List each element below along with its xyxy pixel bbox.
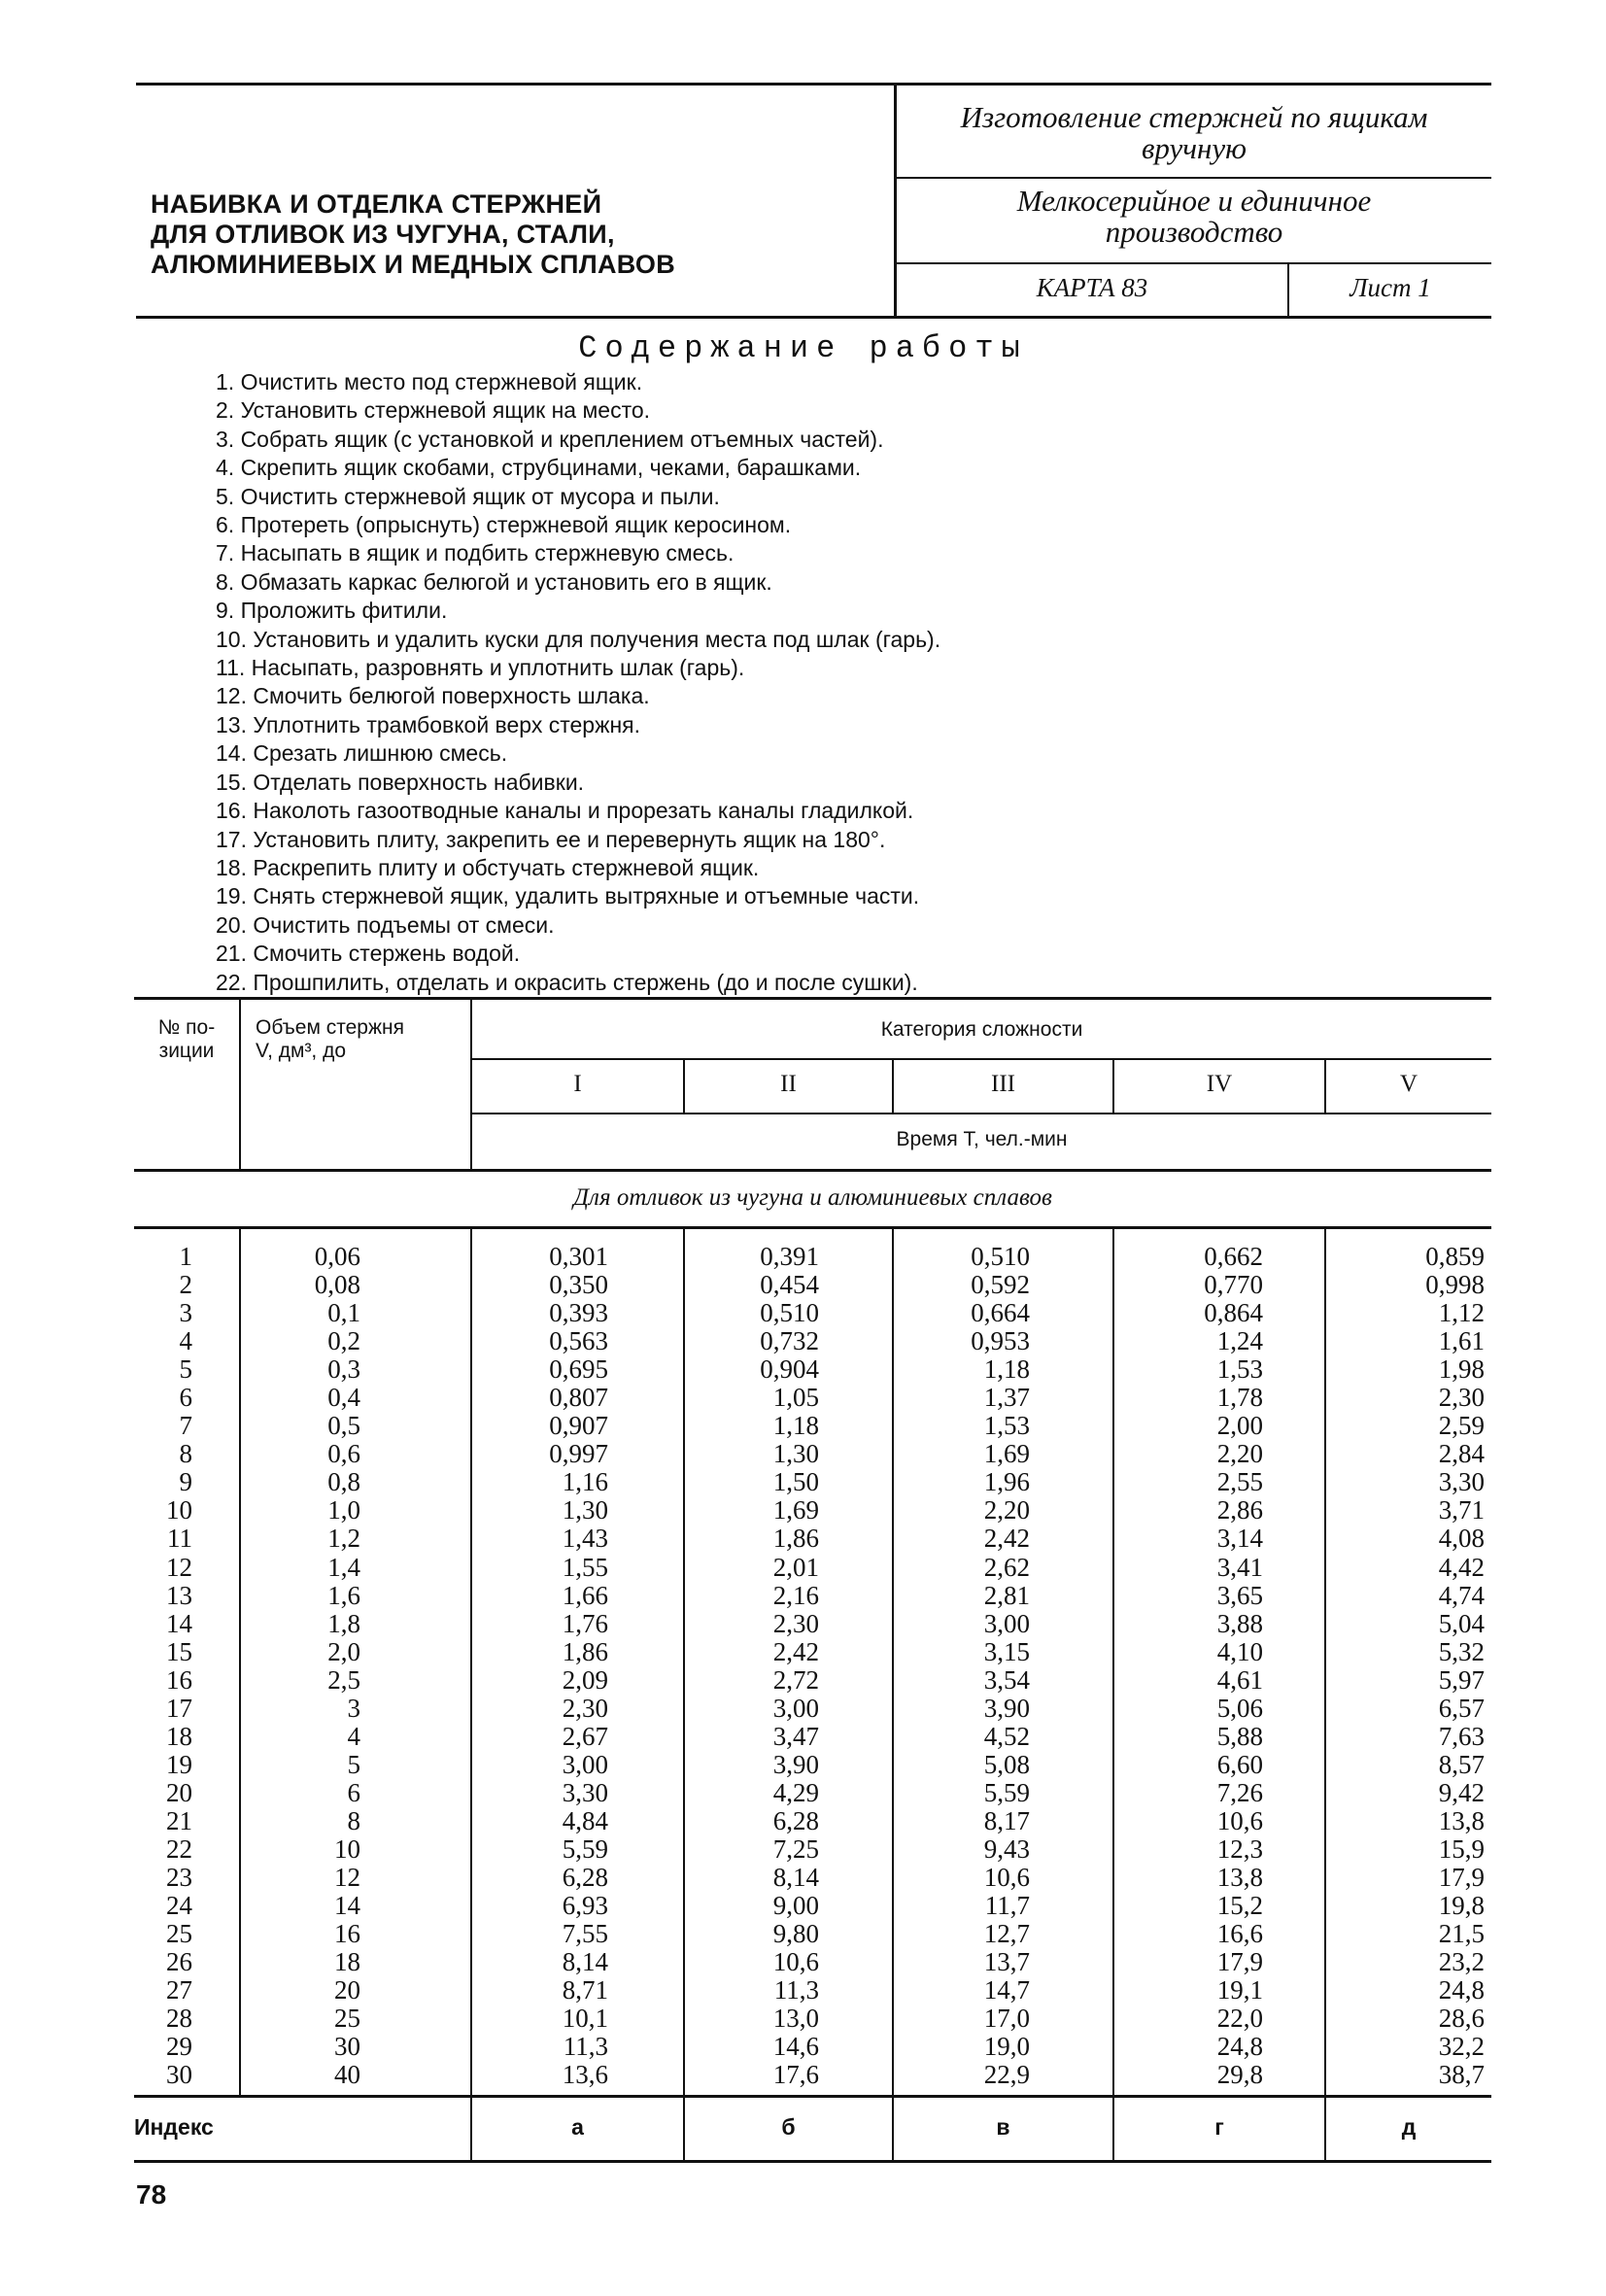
volume-cell: 12 bbox=[334, 1863, 360, 1893]
time-cell: 12,3 bbox=[1216, 1833, 1263, 1864]
time-cell: 3,88 bbox=[1216, 1608, 1263, 1638]
volume-cell: 2,0 bbox=[327, 1636, 360, 1666]
time-cell: 22,9 bbox=[983, 2060, 1030, 2090]
work-contents-title: Содержание работы bbox=[578, 330, 1028, 366]
position-cell: 3 bbox=[179, 1298, 192, 1328]
position-cell: 5 bbox=[179, 1354, 192, 1385]
card-header bbox=[136, 83, 1491, 318]
time-cell: 12,7 bbox=[983, 1919, 1030, 1949]
position-cell: 25 bbox=[166, 1919, 192, 1949]
time-cell: 5,08 bbox=[983, 1749, 1030, 1779]
time-cell: 22,0 bbox=[1216, 2004, 1263, 2034]
category-III: III bbox=[991, 1071, 1015, 1097]
position-cell: 17 bbox=[166, 1693, 192, 1723]
time-cell: 1,30 bbox=[562, 1495, 608, 1525]
position-cell: 16 bbox=[166, 1664, 192, 1695]
time-cell: 23,2 bbox=[1438, 1947, 1485, 1977]
time-cell: 0,350 bbox=[549, 1270, 608, 1300]
title-line: НАБИВКА И ОТДЕЛКА СТЕРЖНЕЙ bbox=[151, 189, 602, 219]
position-cell: 14 bbox=[166, 1608, 192, 1638]
time-cell: 17,6 bbox=[772, 2060, 819, 2090]
category-II: II bbox=[780, 1071, 797, 1097]
time-cell: 0,807 bbox=[549, 1383, 608, 1413]
time-cell: 5,59 bbox=[983, 1777, 1030, 1807]
norms-table bbox=[134, 997, 1491, 2163]
position-cell: 2 bbox=[179, 1270, 192, 1300]
volume-cell: 8 bbox=[347, 1805, 360, 1835]
volume-cell: 0,4 bbox=[327, 1383, 360, 1413]
work-step: 11. Насыпать, разровнять и уплотнить шлак (гарь). bbox=[216, 655, 745, 681]
table-rule bbox=[472, 1113, 1491, 1114]
volume-cell: 0,08 bbox=[314, 1270, 360, 1300]
time-cell: 1,66 bbox=[562, 1580, 608, 1610]
volume-cell: 2,5 bbox=[327, 1664, 360, 1695]
time-cell: 11,3 bbox=[563, 2032, 608, 2062]
time-cell: 9,42 bbox=[1438, 1777, 1485, 1807]
time-cell: 3,41 bbox=[1216, 1552, 1263, 1582]
time-cell: 16,6 bbox=[1216, 1919, 1263, 1949]
time-cell: 2,09 bbox=[562, 1664, 608, 1695]
production-line: Мелкосерийное и единичное bbox=[1016, 184, 1372, 218]
time-cell: 19,8 bbox=[1438, 1891, 1485, 1921]
time-cell: 1,86 bbox=[772, 1524, 819, 1554]
time-cell: 13,8 bbox=[1438, 1805, 1485, 1835]
time-cell: 2,84 bbox=[1438, 1439, 1485, 1469]
volume-cell: 1,4 bbox=[327, 1552, 360, 1582]
time-cell: 2,86 bbox=[1216, 1495, 1263, 1525]
work-step: 4. Скрепить ящик скобами, струбцинами, чеками, барашками. bbox=[216, 455, 862, 481]
time-cell: 4,29 bbox=[772, 1777, 819, 1807]
time-cell: 4,84 bbox=[562, 1805, 608, 1835]
time-cell: 0,510 bbox=[971, 1242, 1030, 1271]
time-cell: 13,7 bbox=[983, 1947, 1030, 1977]
header-line: V, дм³, до bbox=[256, 1040, 347, 1062]
time-cell: 32,2 bbox=[1438, 2032, 1485, 2062]
category-I: I bbox=[573, 1071, 582, 1097]
work-step: 2. Установить стержневой ящик на место. bbox=[216, 397, 651, 424]
table-rule bbox=[134, 1169, 1491, 1172]
time-cell: 1,43 bbox=[562, 1524, 608, 1554]
time-cell: 3,65 bbox=[1216, 1580, 1263, 1610]
category-V: V bbox=[1399, 1071, 1418, 1097]
time-cell: 2,72 bbox=[772, 1664, 819, 1695]
volume-cell: 5 bbox=[347, 1749, 360, 1779]
work-step: 17. Установить плиту, закрепить ее и перевернуть ящик на 180°. bbox=[216, 826, 886, 852]
work-step: 9. Проложить фитили. bbox=[216, 598, 448, 624]
time-cell: 0,907 bbox=[549, 1411, 608, 1441]
time-cell: 13,8 bbox=[1216, 1863, 1263, 1893]
title-line: АЛЮМИНИЕВЫХ И МЕДНЫХ СПЛАВОВ bbox=[151, 250, 676, 279]
time-cell: 11,3 bbox=[773, 1975, 819, 2005]
position-cell: 26 bbox=[166, 1947, 192, 1977]
sheet-number: Лист 1 bbox=[1350, 273, 1431, 302]
work-step: 5. Очистить стержневой ящик от мусора и пыли. bbox=[216, 483, 720, 509]
volume-cell: 1,2 bbox=[327, 1524, 360, 1554]
volume-cell: 3 bbox=[347, 1693, 360, 1723]
volume-cell: 14 bbox=[334, 1891, 360, 1921]
header-line: № по- bbox=[157, 1016, 216, 1039]
volume-cell: 0,8 bbox=[327, 1467, 360, 1497]
time-cell: 9,00 bbox=[772, 1891, 819, 1921]
index-value: а bbox=[571, 2114, 584, 2140]
position-cell: 9 bbox=[179, 1467, 192, 1497]
operation-name bbox=[897, 102, 1491, 164]
position-cell: 13 bbox=[166, 1580, 192, 1610]
time-cell: 5,32 bbox=[1438, 1636, 1485, 1666]
volume-cell: 0,1 bbox=[327, 1298, 360, 1328]
position-cell: 30 bbox=[166, 2060, 192, 2090]
volume-cell: 10 bbox=[334, 1833, 360, 1864]
time-cell: 8,14 bbox=[772, 1863, 819, 1893]
column-category-III bbox=[894, 1243, 1030, 2089]
volume-cell: 40 bbox=[334, 2060, 360, 2090]
time-cell: 0,864 bbox=[1204, 1298, 1263, 1328]
time-cell: 3,30 bbox=[562, 1777, 608, 1807]
volume-cell: 1,0 bbox=[327, 1495, 360, 1525]
time-cell: 21,5 bbox=[1438, 1919, 1485, 1949]
title-line: ДЛЯ ОТЛИВОК ИЗ ЧУГУНА, СТАЛИ, bbox=[151, 220, 615, 249]
column-category-II bbox=[685, 1243, 819, 2089]
time-cell: 6,28 bbox=[772, 1805, 819, 1835]
time-cell: 2,30 bbox=[772, 1608, 819, 1638]
position-cell: 8 bbox=[179, 1439, 192, 1469]
time-cell: 38,7 bbox=[1438, 2060, 1485, 2090]
time-cell: 10,1 bbox=[562, 2004, 608, 2034]
column-category-I bbox=[472, 1243, 608, 2089]
work-step: 14. Срезать лишнюю смесь. bbox=[216, 740, 508, 767]
time-cell: 1,37 bbox=[983, 1383, 1030, 1413]
time-cell: 7,63 bbox=[1438, 1721, 1485, 1751]
time-cell: 8,71 bbox=[562, 1975, 608, 2005]
volume-cell: 6 bbox=[347, 1777, 360, 1807]
work-step: 12. Смочить белюгой поверхность шлака. bbox=[216, 683, 650, 709]
time-cell: 5,88 bbox=[1216, 1721, 1263, 1751]
time-cell: 1,96 bbox=[983, 1467, 1030, 1497]
time-cell: 3,15 bbox=[983, 1636, 1030, 1666]
work-step: 18. Раскрепить плиту и обстучать стержневой ящик. bbox=[216, 854, 760, 880]
column-category-IV bbox=[1114, 1243, 1263, 2089]
position-cell: 27 bbox=[166, 1975, 192, 2005]
time-cell: 0,695 bbox=[549, 1354, 608, 1385]
time-cell: 1,55 bbox=[562, 1552, 608, 1582]
time-cell: 0,454 bbox=[760, 1270, 819, 1300]
column-volumes bbox=[241, 1243, 360, 2089]
column-category-V bbox=[1326, 1243, 1485, 2089]
time-cell: 7,55 bbox=[562, 1919, 608, 1949]
time-cell: 2,81 bbox=[983, 1580, 1030, 1610]
work-step: 19. Снять стержневой ящик, удалить вытряхные и отъемные части. bbox=[216, 883, 920, 909]
table-rule bbox=[472, 1058, 1491, 1060]
time-cell: 3,00 bbox=[562, 1749, 608, 1779]
time-cell: 2,42 bbox=[983, 1524, 1030, 1554]
time-cell: 13,0 bbox=[772, 2004, 819, 2034]
position-cell: 7 bbox=[179, 1411, 192, 1441]
time-cell: 5,59 bbox=[562, 1833, 608, 1864]
time-cell: 0,664 bbox=[971, 1298, 1030, 1328]
time-cell: 5,97 bbox=[1438, 1664, 1485, 1695]
header-bottom-rule bbox=[136, 316, 1491, 319]
position-cell: 4 bbox=[179, 1326, 192, 1356]
time-cell: 0,904 bbox=[760, 1354, 819, 1385]
volume-cell: 0,3 bbox=[327, 1354, 360, 1385]
position-cell: 10 bbox=[166, 1495, 192, 1525]
time-cell: 0,393 bbox=[549, 1298, 608, 1328]
time-cell: 5,06 bbox=[1216, 1693, 1263, 1723]
time-cell: 2,01 bbox=[772, 1552, 819, 1582]
time-cell: 10,6 bbox=[983, 1863, 1030, 1893]
time-cell: 15,2 bbox=[1216, 1891, 1263, 1921]
section-title: Для отливок из чугуна и алюминиевых сплавов bbox=[573, 1184, 1052, 1211]
work-step: 22. Прошпилить, отделать и окрасить стержень (до и после сушки). bbox=[216, 969, 918, 995]
work-step: 6. Протереть (опрыснуть) стержневой ящик керосином. bbox=[216, 512, 792, 538]
page-number: 78 bbox=[136, 2179, 167, 2210]
time-cell: 17,9 bbox=[1216, 1947, 1263, 1977]
header-rule bbox=[897, 262, 1491, 264]
time-cell: 3,90 bbox=[772, 1749, 819, 1779]
header-top-rule bbox=[136, 83, 1491, 86]
work-step: 21. Смочить стержень водой. bbox=[216, 941, 521, 967]
time-cell: 1,24 bbox=[1216, 1326, 1263, 1356]
work-step: 13. Уплотнить трамбовкой верх стержня. bbox=[216, 711, 641, 737]
time-cell: 13,6 bbox=[562, 2060, 608, 2090]
time-cell: 0,510 bbox=[760, 1298, 819, 1328]
time-cell: 3,30 bbox=[1438, 1467, 1485, 1497]
time-cell: 6,57 bbox=[1438, 1693, 1485, 1723]
time-cell: 15,9 bbox=[1438, 1833, 1485, 1864]
volume-cell: 4 bbox=[347, 1721, 360, 1751]
table-rule bbox=[134, 1226, 1491, 1229]
column-positions bbox=[134, 1243, 192, 2089]
time-cell: 0,732 bbox=[760, 1326, 819, 1356]
time-cell: 4,10 bbox=[1216, 1636, 1263, 1666]
header-rule bbox=[897, 177, 1491, 179]
position-cell: 12 bbox=[166, 1552, 192, 1582]
time-cell: 4,42 bbox=[1438, 1552, 1485, 1582]
time-cell: 3,71 bbox=[1438, 1495, 1485, 1525]
work-step: 15. Отделать поверхность набивки. bbox=[216, 769, 585, 795]
work-steps-list bbox=[216, 368, 1479, 997]
table-bottom-rule bbox=[134, 2160, 1491, 2163]
time-cell: 2,30 bbox=[562, 1693, 608, 1723]
time-cell: 14,7 bbox=[983, 1975, 1030, 2005]
position-cell: 23 bbox=[166, 1863, 192, 1893]
position-cell: 20 bbox=[166, 1777, 192, 1807]
time-cell: 1,18 bbox=[772, 1411, 819, 1441]
time-cell: 2,20 bbox=[1216, 1439, 1263, 1469]
work-step: 20. Очистить подъемы от смеси. bbox=[216, 911, 555, 938]
document-title bbox=[151, 189, 889, 280]
position-header bbox=[134, 1016, 239, 1063]
position-cell: 19 bbox=[166, 1749, 192, 1779]
position-cell: 29 bbox=[166, 2032, 192, 2062]
time-cell: 17,0 bbox=[983, 2004, 1030, 2034]
time-cell: 1,78 bbox=[1216, 1383, 1263, 1413]
time-cell: 0,301 bbox=[549, 1242, 608, 1271]
card-number: КАРТА 83 bbox=[1036, 273, 1148, 302]
index-value: д bbox=[1401, 2114, 1417, 2140]
volume-cell: 1,8 bbox=[327, 1608, 360, 1638]
header-line: зиции bbox=[158, 1040, 215, 1062]
time-cell: 2,59 bbox=[1438, 1411, 1485, 1441]
volume-header bbox=[256, 1016, 469, 1063]
index-label: Индекс bbox=[134, 2114, 214, 2140]
time-cell: 6,93 bbox=[562, 1891, 608, 1921]
time-cell: 1,30 bbox=[772, 1439, 819, 1469]
index-value: б bbox=[781, 2114, 796, 2140]
time-cell: 1,61 bbox=[1438, 1326, 1485, 1356]
time-cell: 9,80 bbox=[772, 1919, 819, 1949]
time-cell: 1,50 bbox=[772, 1467, 819, 1497]
position-cell: 15 bbox=[166, 1636, 192, 1666]
time-cell: 6,28 bbox=[562, 1863, 608, 1893]
volume-cell: 18 bbox=[334, 1947, 360, 1977]
header-line: Объем стержня bbox=[256, 1016, 404, 1039]
operation-line: вручную bbox=[1141, 131, 1247, 165]
time-cell: 3,54 bbox=[983, 1664, 1030, 1695]
time-cell: 2,30 bbox=[1438, 1383, 1485, 1413]
time-cell: 1,53 bbox=[983, 1411, 1030, 1441]
time-cell: 3,47 bbox=[772, 1721, 819, 1751]
time-cell: 0,859 bbox=[1425, 1242, 1485, 1271]
work-step: 1. Очистить место под стержневой ящик. bbox=[216, 369, 643, 394]
time-cell: 1,53 bbox=[1216, 1354, 1263, 1385]
time-cell: 4,08 bbox=[1438, 1524, 1485, 1554]
time-cell: 10,6 bbox=[772, 1947, 819, 1977]
time-cell: 8,14 bbox=[562, 1947, 608, 1977]
time-cell: 1,86 bbox=[562, 1636, 608, 1666]
time-cell: 3,14 bbox=[1216, 1524, 1263, 1554]
volume-cell: 0,06 bbox=[314, 1242, 360, 1271]
time-cell: 0,770 bbox=[1204, 1270, 1263, 1300]
time-cell: 1,16 bbox=[562, 1467, 608, 1497]
position-cell: 24 bbox=[166, 1891, 192, 1921]
position-cell: 22 bbox=[166, 1833, 192, 1864]
volume-cell: 0,5 bbox=[327, 1411, 360, 1441]
time-cell: 10,6 bbox=[1216, 1805, 1263, 1835]
time-cell: 2,55 bbox=[1216, 1467, 1263, 1497]
volume-cell: 20 bbox=[334, 1975, 360, 2005]
time-cell: 28,6 bbox=[1438, 2004, 1485, 2034]
time-cell: 1,05 bbox=[772, 1383, 819, 1413]
production-type bbox=[897, 186, 1491, 248]
time-cell: 24,8 bbox=[1216, 2032, 1263, 2062]
time-cell: 2,42 bbox=[772, 1636, 819, 1666]
time-cell: 7,26 bbox=[1216, 1777, 1263, 1807]
time-cell: 3,90 bbox=[983, 1693, 1030, 1723]
time-cell: 0,592 bbox=[971, 1270, 1030, 1300]
production-line: производство bbox=[1105, 215, 1283, 249]
work-step: 8. Обмазать каркас белюгой и установить его в ящик. bbox=[216, 568, 772, 595]
time-cell: 1,18 bbox=[983, 1354, 1030, 1385]
time-cell: 0,563 bbox=[549, 1326, 608, 1356]
time-header: Время Т, чел.-мин bbox=[896, 1128, 1068, 1150]
time-cell: 4,61 bbox=[1216, 1664, 1263, 1695]
time-cell: 19,0 bbox=[983, 2032, 1030, 2062]
category-IV: IV bbox=[1206, 1071, 1233, 1097]
time-cell: 11,7 bbox=[984, 1891, 1030, 1921]
work-step: 10. Установить и удалить куски для получения места под шлак (гарь). bbox=[216, 626, 941, 652]
time-cell: 1,12 bbox=[1438, 1298, 1485, 1328]
time-cell: 8,57 bbox=[1438, 1749, 1485, 1779]
work-step: 16. Наколоть газоотводные каналы и прорезать каналы гладилкой. bbox=[216, 798, 914, 824]
position-cell: 28 bbox=[166, 2004, 192, 2034]
category-header: Категория сложности bbox=[880, 1018, 1083, 1041]
volume-cell: 0,6 bbox=[327, 1439, 360, 1469]
time-cell: 4,74 bbox=[1438, 1580, 1485, 1610]
time-cell: 9,43 bbox=[983, 1833, 1030, 1864]
time-cell: 5,04 bbox=[1438, 1608, 1485, 1638]
time-cell: 2,62 bbox=[983, 1552, 1030, 1582]
time-cell: 1,76 bbox=[562, 1608, 608, 1638]
table-top-rule bbox=[134, 997, 1491, 1000]
time-cell: 7,25 bbox=[772, 1833, 819, 1864]
time-cell: 2,20 bbox=[983, 1495, 1030, 1525]
time-cell: 24,8 bbox=[1438, 1975, 1485, 2005]
time-cell: 0,662 bbox=[1204, 1242, 1263, 1271]
volume-cell: 0,2 bbox=[327, 1326, 360, 1356]
time-cell: 0,953 bbox=[971, 1326, 1030, 1356]
volume-cell: 25 bbox=[334, 2004, 360, 2034]
time-cell: 3,00 bbox=[983, 1608, 1030, 1638]
time-cell: 19,1 bbox=[1216, 1975, 1263, 2005]
position-cell: 21 bbox=[166, 1805, 192, 1835]
time-cell: 1,69 bbox=[772, 1495, 819, 1525]
time-cell: 0,997 bbox=[549, 1439, 608, 1469]
time-cell: 2,16 bbox=[772, 1580, 819, 1610]
time-cell: 4,52 bbox=[983, 1721, 1030, 1751]
volume-cell: 16 bbox=[334, 1919, 360, 1949]
time-cell: 3,00 bbox=[772, 1693, 819, 1723]
time-cell: 29,8 bbox=[1216, 2060, 1263, 2090]
table-rule bbox=[134, 2095, 1491, 2098]
volume-cell: 1,6 bbox=[327, 1580, 360, 1610]
index-value: в bbox=[996, 2114, 1010, 2140]
time-cell: 8,17 bbox=[983, 1805, 1030, 1835]
position-cell: 11 bbox=[167, 1524, 192, 1554]
volume-cell: 30 bbox=[334, 2032, 360, 2062]
time-cell: 0,998 bbox=[1425, 1270, 1485, 1300]
work-step: 7. Насыпать в ящик и подбить стержневую смесь. bbox=[216, 540, 735, 566]
time-cell: 0,391 bbox=[760, 1242, 819, 1271]
work-step: 3. Собрать ящик (с установкой и креплением отъемных частей). bbox=[216, 426, 884, 452]
time-cell: 17,9 bbox=[1438, 1863, 1485, 1893]
time-cell: 1,69 bbox=[983, 1439, 1030, 1469]
time-cell: 1,98 bbox=[1438, 1354, 1485, 1385]
index-value: г bbox=[1214, 2114, 1224, 2140]
operation-line: Изготовление стержней по ящикам bbox=[960, 100, 1428, 134]
position-cell: 6 bbox=[179, 1383, 192, 1413]
table-col-rule bbox=[239, 997, 241, 1169]
time-cell: 6,60 bbox=[1216, 1749, 1263, 1779]
position-cell: 1 bbox=[179, 1242, 192, 1271]
position-cell: 18 bbox=[166, 1721, 192, 1751]
time-cell: 2,67 bbox=[562, 1721, 608, 1751]
time-cell: 14,6 bbox=[772, 2032, 819, 2062]
time-cell: 2,00 bbox=[1216, 1411, 1263, 1441]
